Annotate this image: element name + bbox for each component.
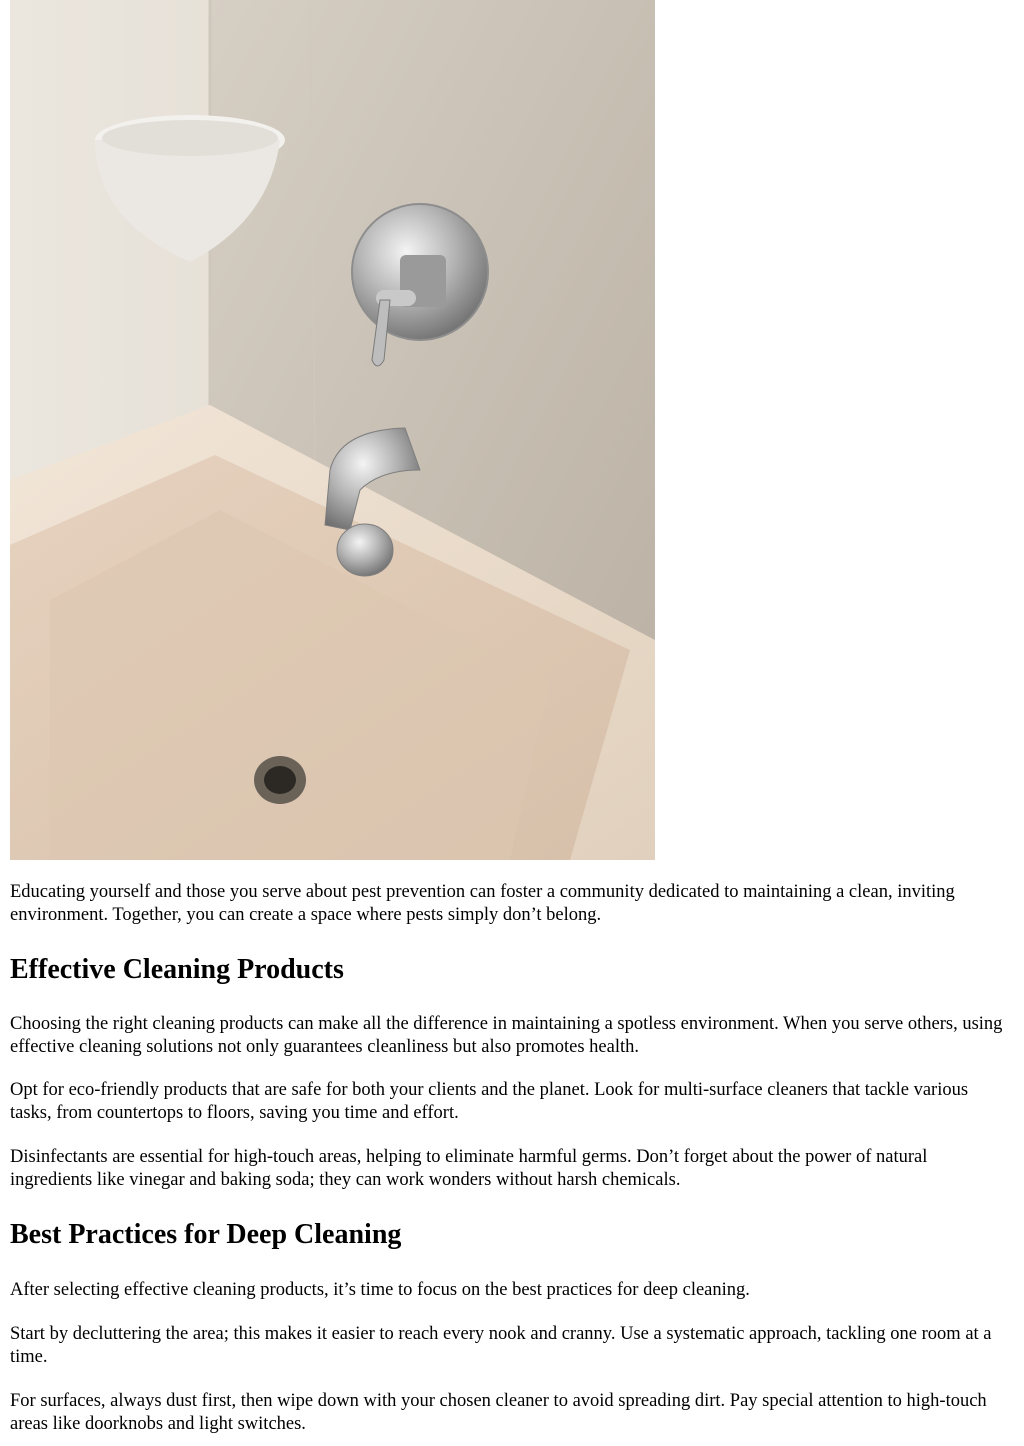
deep-cleaning-paragraph-2: Start by decluttering the area; this makes it easier to reach every nook and cranny. Use a systematic approach, tackling one room at a time.: [10, 1324, 992, 1367]
bathtub-photo: [10, 0, 655, 860]
article: [10, 0, 1014, 1434]
products-paragraph-2: Opt for eco-friendly products that are safe for both your clients and the planet. Look for multi-surface cleaners that tackle various tasks, from countertops to floors, saving you time and effort.: [10, 1080, 969, 1123]
section-heading-products: Effective Cleaning Products: [10, 954, 344, 985]
deep-cleaning-paragraph-1: After selecting effective cleaning products, it’s time to focus on the best practices for deep cleaning.: [10, 1280, 750, 1300]
products-paragraph-1: Choosing the right cleaning products can make all the difference in maintaining a spotless environment. When you serve others, using effective cleaning solutions not only guarantees cleanliness but also promotes health.: [10, 1014, 1003, 1057]
bathtub-illustration: [10, 0, 655, 860]
deep-cleaning-paragraph-3: For surfaces, always dust first, then wipe down with your chosen cleaner to avoid spreading dirt. Pay special attention to high-touch areas like doorknobs and light switches.: [10, 1391, 987, 1434]
intro-paragraph: Educating yourself and those you serve about pest prevention can foster a community dedicated to maintaining a clean, inviting environment. Together, you can create a space where pests simply don’t belong.: [10, 882, 955, 925]
section-heading-deep-cleaning: Best Practices for Deep Cleaning: [10, 1219, 402, 1250]
products-paragraph-3: Disinfectants are essential for high-touch areas, helping to eliminate harmful germs. Don’t forget about the power of natural ingredients like vinegar and baking soda; they can work wonders without harsh chemicals.: [10, 1147, 928, 1190]
